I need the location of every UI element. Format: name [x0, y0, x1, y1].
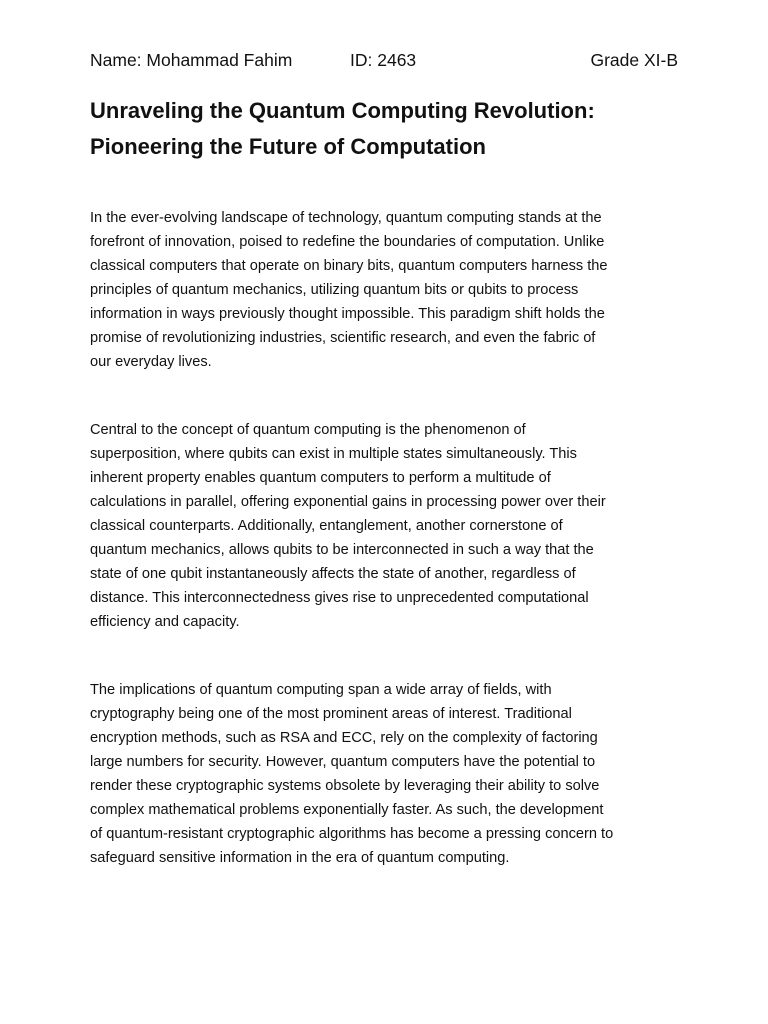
student-grade: Grade XI-B — [590, 50, 678, 70]
paragraph-line: principles of quantum mechanics, utilizing quantum bits or qubits to process — [90, 282, 579, 298]
paragraph-line: distance. This interconnectedness gives rise to unprecedented computational — [90, 590, 589, 606]
title-line: Unraveling the Quantum Computing Revolution: — [90, 98, 595, 123]
paragraph-line: superposition, where qubits can exist in multiple states simultaneously. This — [90, 446, 577, 462]
paragraph-line: cryptography being one of the most prominent areas of interest. Traditional — [90, 706, 572, 722]
paragraph-line: efficiency and capacity. — [90, 614, 240, 630]
paragraph-superposition — [90, 418, 690, 634]
paragraph-line: encryption methods, such as RSA and ECC, rely on the complexity of factoring — [90, 730, 598, 746]
paragraph-line: classical counterparts. Additionally, entanglement, another cornerstone of — [90, 518, 563, 534]
paragraph-line: classical computers that operate on binary bits, quantum computers harness the — [90, 258, 608, 274]
paragraph-line: complex mathematical problems exponentially faster. As such, the development — [90, 802, 604, 818]
student-name: Name: Mohammad Fahim — [90, 50, 293, 70]
paragraph-line: of quantum-resistant cryptographic algorithms has become a pressing concern to — [90, 826, 614, 842]
paragraph-line: render these cryptographic systems obsolete by leveraging their ability to solve — [90, 778, 600, 794]
paragraph-line: calculations in parallel, offering exponential gains in processing power over their — [90, 494, 606, 510]
paragraph-line: promise of revolutionizing industries, scientific research, and even the fabric of — [90, 330, 596, 346]
paragraph-line: inherent property enables quantum computers to perform a multitude of — [90, 470, 551, 486]
paragraph-line: our everyday lives. — [90, 354, 212, 370]
essay-title — [90, 93, 690, 165]
paragraph-line: Central to the concept of quantum computing is the phenomenon of — [90, 422, 526, 438]
paragraph-line: The implications of quantum computing span a wide array of fields, with — [90, 682, 552, 698]
paragraph-line: state of one qubit instantaneously affects the state of another, regardless of — [90, 566, 576, 582]
paragraph-introduction — [90, 206, 690, 374]
paragraph-line: large numbers for security. However, quantum computers have the potential to — [90, 754, 596, 770]
document-header — [90, 46, 680, 74]
paragraph-line: forefront of innovation, poised to redefine the boundaries of computation. Unlike — [90, 234, 605, 250]
title-line: Pioneering the Future of Computation — [90, 134, 486, 159]
paragraph-line: quantum mechanics, allows qubits to be interconnected in such a way that the — [90, 542, 594, 558]
paragraph-line: safeguard sensitive information in the era of quantum computing. — [90, 850, 510, 866]
paragraph-line: information in ways previously thought impossible. This paradigm shift holds the — [90, 306, 605, 322]
student-id: ID: 2463 — [350, 50, 417, 70]
paragraph-line: In the ever-evolving landscape of technology, quantum computing stands at the — [90, 210, 602, 226]
paragraph-implications — [90, 678, 690, 870]
